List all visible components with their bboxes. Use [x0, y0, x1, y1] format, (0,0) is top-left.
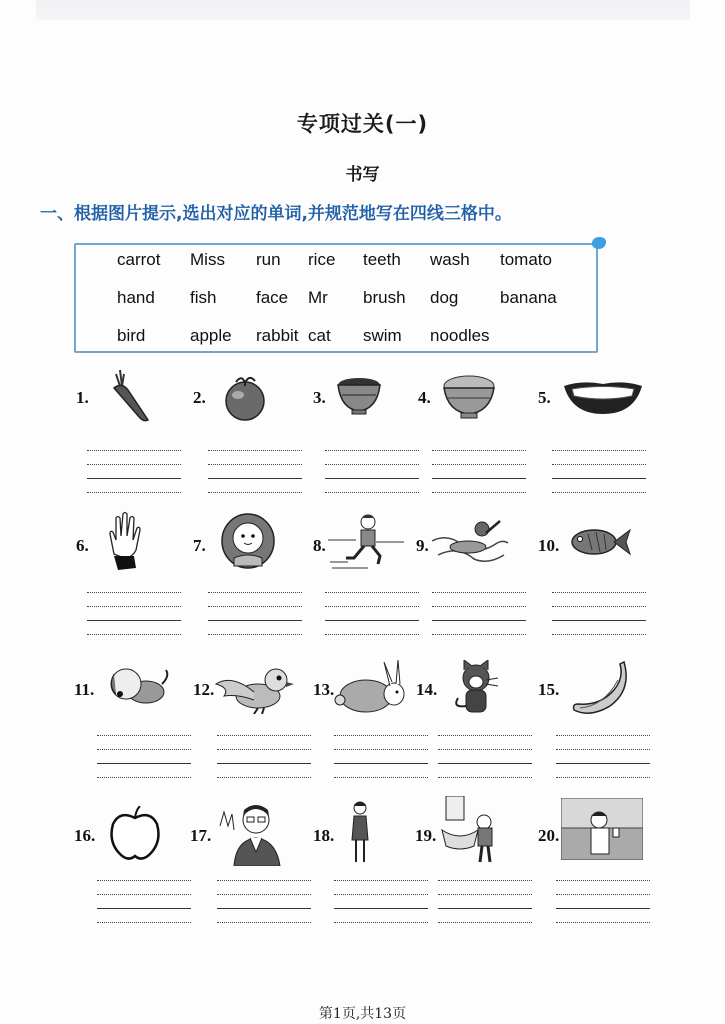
- hand-icon: [104, 510, 144, 572]
- item-number: 11.: [74, 680, 95, 699]
- item-number: 5.: [538, 388, 551, 407]
- writing-lines[interactable]: [556, 880, 650, 924]
- item-number: 2.: [193, 388, 206, 407]
- noodles-bowl-icon: [335, 375, 383, 417]
- writing-lines[interactable]: [87, 450, 181, 494]
- item-number: 14.: [416, 680, 438, 699]
- word-bank-word: hand: [117, 288, 155, 307]
- word-bank-word: run: [256, 250, 281, 269]
- bleed-through-band: [36, 0, 690, 20]
- item-number: 18.: [313, 826, 335, 845]
- fish-icon: [568, 522, 634, 562]
- word-bank-word: tomato: [500, 250, 552, 269]
- writing-lines[interactable]: [432, 450, 526, 494]
- girl-face-icon: [220, 512, 276, 570]
- writing-lines[interactable]: [97, 735, 191, 779]
- dog-icon: [104, 662, 170, 708]
- writing-lines[interactable]: [432, 592, 526, 636]
- writing-lines[interactable]: [552, 450, 646, 494]
- rice-bowl-icon: [440, 374, 498, 420]
- word-bank-word: rabbit: [256, 326, 299, 345]
- word-bank-word: banana: [500, 288, 557, 307]
- apple-icon: [108, 806, 162, 862]
- item-number: 6.: [76, 536, 89, 555]
- writing-lines[interactable]: [208, 450, 302, 494]
- tomato-icon: [222, 372, 268, 422]
- item-number: 19.: [415, 826, 437, 845]
- section-subtitle: 书写: [345, 165, 380, 185]
- item-number: 7.: [193, 536, 206, 555]
- writing-lines[interactable]: [325, 592, 419, 636]
- word-bank-word: wash: [430, 250, 470, 269]
- writing-lines[interactable]: [556, 735, 650, 779]
- page-footer: 第1页,共13页: [318, 1006, 407, 1022]
- woman-teacher-icon: [346, 800, 374, 866]
- writing-lines[interactable]: [217, 880, 311, 924]
- rabbit-icon: [334, 660, 410, 716]
- girl-brushing-teeth-icon: [561, 798, 643, 860]
- writing-lines[interactable]: [217, 735, 311, 779]
- ink-blot-icon: [592, 237, 606, 249]
- item-number: 3.: [313, 388, 326, 407]
- word-bank-word: rice: [308, 250, 336, 269]
- banana-icon: [570, 660, 632, 718]
- writing-lines[interactable]: [438, 735, 532, 779]
- item-number: 13.: [313, 680, 335, 699]
- word-bank-word: swim: [363, 326, 402, 345]
- word-bank-word: brush: [363, 288, 406, 307]
- item-number: 8.: [313, 536, 326, 555]
- item-number: 15.: [538, 680, 560, 699]
- word-bank-word: face: [256, 288, 289, 307]
- item-number: 10.: [538, 536, 560, 555]
- writing-lines[interactable]: [97, 880, 191, 924]
- word-bank-word: Miss: [190, 250, 225, 269]
- writing-lines[interactable]: [552, 592, 646, 636]
- cat-icon: [450, 660, 500, 718]
- word-bank-word: dog: [430, 288, 459, 307]
- carrot-icon: [104, 368, 152, 424]
- writing-lines[interactable]: [438, 880, 532, 924]
- item-number: 4.: [418, 388, 431, 407]
- word-bank-word: fish: [190, 288, 217, 307]
- swimming-boy-icon: [428, 515, 510, 569]
- bird-icon: [214, 660, 294, 714]
- item-number: 12.: [193, 680, 215, 699]
- writing-lines[interactable]: [87, 592, 181, 636]
- item-number: 9.: [416, 536, 429, 555]
- item-number: 16.: [74, 826, 96, 845]
- word-bank-word: cat: [308, 326, 331, 345]
- writing-lines[interactable]: [325, 450, 419, 494]
- word-bank-box: [74, 243, 598, 353]
- word-bank-word: Mr: [308, 288, 328, 307]
- writing-lines[interactable]: [208, 592, 302, 636]
- writing-lines[interactable]: [334, 880, 428, 924]
- boy-washing-face-icon: [440, 796, 504, 866]
- running-boy-icon: [328, 512, 404, 572]
- word-bank-word: bird: [117, 326, 146, 345]
- item-number: 20.: [538, 826, 560, 845]
- instruction-text: 一、根据图片提示,选出对应的单词,并规范地写在四线三格中。: [40, 204, 512, 224]
- word-bank-word: noodles: [430, 326, 490, 345]
- item-number: 1.: [76, 388, 89, 407]
- word-bank-word: teeth: [363, 250, 401, 269]
- writing-lines[interactable]: [334, 735, 428, 779]
- teeth-mouth-icon: [562, 380, 644, 416]
- word-bank-word: apple: [190, 326, 232, 345]
- word-bank-word: carrot: [117, 250, 161, 269]
- page-title: 专项过关(一): [296, 112, 429, 136]
- man-waving-icon: [216, 800, 286, 866]
- item-number: 17.: [190, 826, 212, 845]
